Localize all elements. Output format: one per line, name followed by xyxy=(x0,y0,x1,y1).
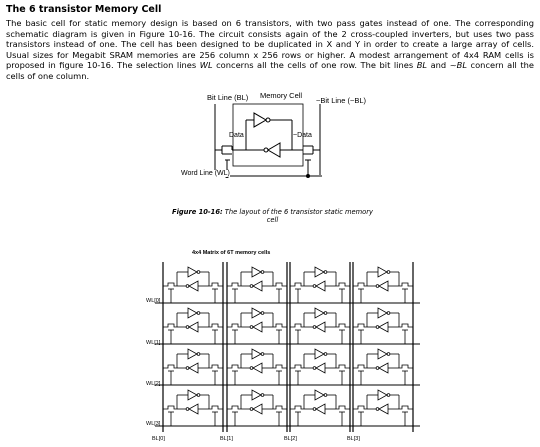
pass-left-1-2 xyxy=(290,324,304,327)
inverter-dn-0-3 xyxy=(379,281,388,291)
col-label-1: BL[1] xyxy=(220,436,233,442)
pass-left-1-0 xyxy=(163,324,177,327)
inverter-dn-1-3 xyxy=(379,322,388,332)
bl-term: BL xyxy=(416,60,428,71)
para-text-3: and xyxy=(427,60,450,71)
pass-left-3-0 xyxy=(163,406,177,409)
inverter-dn-1-1 xyxy=(253,322,262,332)
inverter-up-1-3 xyxy=(378,308,387,318)
col-label-3: BL[3] xyxy=(347,436,360,442)
pass-right-1-3 xyxy=(399,324,413,327)
caption-number: Figure 10-16: xyxy=(172,208,223,216)
row-label-0: WL[0] xyxy=(146,298,161,304)
inverter-dn-2-0 xyxy=(189,363,198,373)
pass-right-0-0 xyxy=(209,283,223,286)
pass-left-3-2 xyxy=(290,406,304,409)
pass-left-2-1 xyxy=(227,365,241,368)
matrix-title: 4x4 Matrix of 6T memory cells xyxy=(192,250,271,256)
pass-left-3-3 xyxy=(353,406,367,409)
pass-right-2-3 xyxy=(399,365,413,368)
pass-right-1-2 xyxy=(336,324,350,327)
pass-right-1-0 xyxy=(209,324,223,327)
col-label-0: BL[0] xyxy=(152,436,165,442)
inverter-up-1-0 xyxy=(188,308,197,318)
row-label-1: WL[1] xyxy=(146,340,161,346)
inverter-up-3-2 xyxy=(315,390,324,400)
pass-left-2-0 xyxy=(163,365,177,368)
pass-left-0-3 xyxy=(353,283,367,286)
pass-right-3-2 xyxy=(336,406,350,409)
wl-term: WL xyxy=(199,60,213,71)
pass-right-3-0 xyxy=(209,406,223,409)
para-text-2: concerns all the cells of one row. The bit lines xyxy=(212,60,417,71)
ndata-label: ~Data xyxy=(293,132,312,139)
inverter-dn-2-2 xyxy=(316,363,325,373)
pass-right-3-3 xyxy=(399,406,413,409)
inverter-up-2-0 xyxy=(188,349,197,359)
pass-left-1-1 xyxy=(227,324,241,327)
nbl-term: ~BL xyxy=(449,60,468,71)
inverter-dn-3-2 xyxy=(316,404,325,414)
pass-right-2-1 xyxy=(273,365,287,368)
pass-right-3-1 xyxy=(273,406,287,409)
inverter-dn-1-2 xyxy=(316,322,325,332)
inverter-up-3-3 xyxy=(378,390,387,400)
inverter-up-0-0 xyxy=(188,267,197,277)
inverter-dn-2-1 xyxy=(253,363,262,373)
pass-left-0-0 xyxy=(163,283,177,286)
pass-left-0-1 xyxy=(227,283,241,286)
inverter-up-2-3 xyxy=(378,349,387,359)
pass-right-2-0 xyxy=(209,365,223,368)
bit-line-label: Bit Line (BL) xyxy=(207,93,249,102)
pass-left-0-2 xyxy=(290,283,304,286)
row-label-3: WL[3] xyxy=(146,421,161,427)
inverter-up-0-3 xyxy=(378,267,387,277)
inverter-up-2-1 xyxy=(252,349,261,359)
inverter-dn-3-1 xyxy=(253,404,262,414)
inverter-dn-0-1 xyxy=(253,281,262,291)
inverter-up-1-1 xyxy=(252,308,261,318)
pass-right-1-1 xyxy=(273,324,287,327)
pass-right-0-3 xyxy=(399,283,413,286)
col-label-2: BL[2] xyxy=(284,436,297,442)
inverter-up-2-2 xyxy=(315,349,324,359)
pass-right-0-2 xyxy=(336,283,350,286)
inverter-dn-0-0 xyxy=(189,281,198,291)
word-line-label: Word Line (WL) xyxy=(181,170,230,177)
inverter-dn-3-0 xyxy=(189,404,198,414)
inverter-up-0-2 xyxy=(315,267,324,277)
memory-cell-label: Memory Cell xyxy=(260,91,303,100)
para-text-1: The basic cell for static memory design is based on 6 transistors, with two pass gates instead of one. The corresponding schematic diagram is given in Figure 10-16. The circuit consists again of the 2 cross-coupled inverters, but uses two pass transistors instead of one. The cell has been designed to be duplicated in X and Y in order to create a large array of cells. Usual sizes for Megabit SRAM memories are 256 column x 256 rows or higher. A modest arrangement of 4x4 RAM cells is proposed in figure 10-16. The selection lines xyxy=(6,18,534,71)
page-title: The 6 transistor Memory Cell xyxy=(6,4,162,15)
inverter-up-1-2 xyxy=(315,308,324,318)
inverter-up-3-1 xyxy=(252,390,261,400)
pass-left-3-1 xyxy=(227,406,241,409)
inverter-up-0-1 xyxy=(252,267,261,277)
pass-left-1-3 xyxy=(353,324,367,327)
inverter-dn-3-3 xyxy=(379,404,388,414)
pass-left-2-2 xyxy=(290,365,304,368)
inverter-dn-2-3 xyxy=(379,363,388,373)
pass-right-0-1 xyxy=(273,283,287,286)
para-text-4: concern all the cells of one column. xyxy=(6,60,535,81)
inverter-dn-1-0 xyxy=(189,322,198,332)
caption-text: The layout of the 6 transistor static memory cell xyxy=(222,208,373,224)
data-label: Data xyxy=(229,132,244,139)
row-label-2: WL[2] xyxy=(146,381,161,387)
nbit-line-label: ~Bit Line (~BL) xyxy=(316,96,367,105)
pass-left-2-3 xyxy=(353,365,367,368)
pass-right-2-2 xyxy=(336,365,350,368)
inverter-up-3-0 xyxy=(188,390,197,400)
inverter-dn-0-2 xyxy=(316,281,325,291)
